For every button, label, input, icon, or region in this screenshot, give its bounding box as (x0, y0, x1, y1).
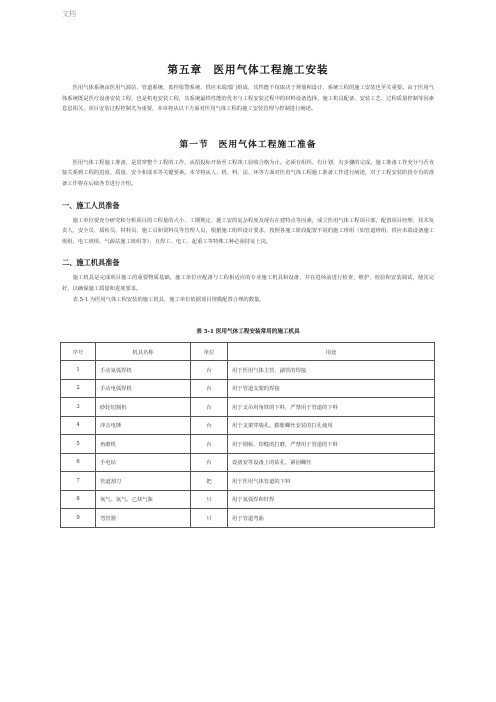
cell-purpose: 用于支架穿墙孔，膨胀螺丝安装的打孔使用 (228, 416, 435, 435)
document-page (62, 62, 434, 528)
personnel-paragraph: 施工单位要充分研究和分析项目的工程量的大小、工期规定、施工安的复杂程度及现有在建特点等因素，成立医用气体工程项目部，配置项目经理、技术负责人、安全员、质检员、材料员、施工员和资料员等管理人员，根据施工组织设计要求，按照各施工阶段配置不同的施工班组（如管道班组、供应末端设备施工班组、电工班组、气源站施工班组等），且焊工、电工、起重工等特殊工种必须持证上岗。 (62, 217, 434, 245)
cell-purpose: 用于支吊用角铁的下料，严禁用于管道的下料 (228, 398, 435, 417)
table-caption: 表 5-1 医用气体工程安装常用的施工机具 (196, 329, 300, 336)
cell-unit: 台 (191, 398, 228, 417)
cell-name: 手电钻 (96, 453, 191, 472)
table-row (61, 509, 435, 528)
equipment-table-intro: 表 5-1 为医用气体工程安装的施工机具，施工单位依据项目规模配置合理的数量。 (72, 296, 265, 303)
cell-purpose: 设备安等设备上的钻孔、紧固螺丝 (228, 453, 435, 472)
header-cell-name: 机具名称 (96, 343, 191, 361)
cell-number: 5 (61, 435, 96, 454)
cell-name: 弯管器 (96, 509, 191, 528)
cell-unit: 只 (191, 509, 228, 528)
cell-number: 1 (61, 361, 96, 380)
cell-name: 手动电弧焊机 (96, 379, 191, 398)
section-title: 第一节 医用气体工程施工准备 (179, 139, 317, 150)
cell-number: 8 (61, 490, 96, 509)
cell-number: 7 (61, 472, 96, 491)
cell-number: 9 (61, 509, 96, 528)
header-cell-number: 序号 (61, 343, 96, 361)
cell-number: 6 (61, 453, 96, 472)
cell-unit: 台 (191, 435, 228, 454)
table-row (61, 361, 435, 380)
intro-paragraph: 医用气体系统由医用气源站、管道系统、监控报警系统、供应末端部门组成，其性能不仅取决于规划和设计、系统工程的施工安装也至关重要。由于医用气体系统既是医疗设备安装工程，也是机电安装工程，其系统最终性能的优劣与工程安装过程中的材料设备选择、施工机具配备、安装工艺、过程质量控制等因素息息相关，项目安装过程控制尤为重要，本章将从以下方面对医用气体工程的施工安装管理与控制进行阐述。 (62, 85, 434, 113)
header-cell-purpose: 用途 (228, 343, 435, 361)
table-row (61, 398, 435, 417)
cell-name: 手动氩弧焊机 (96, 361, 191, 380)
table-row (61, 453, 435, 472)
cell-name: 冲击电锤 (96, 416, 191, 435)
cell-unit: 只 (191, 490, 228, 509)
cell-purpose: 用于管道弯曲 (228, 509, 435, 528)
cell-name: 角磨机 (96, 435, 191, 454)
cell-unit: 台 (191, 361, 228, 380)
cell-purpose: 用于管道支架的焊接 (228, 379, 435, 398)
cell-unit: 台 (191, 416, 228, 435)
table-row (61, 490, 435, 509)
subsection-title-personnel: 一、施工人员准备 (62, 200, 120, 210)
cell-unit: 台 (191, 453, 228, 472)
cell-name: 砂轮切割机 (96, 398, 191, 417)
table-row (61, 416, 435, 435)
section-paragraph: 医用气体工程施工准备，是贯穿整个工程的工作，从招投标开始至工程竣工验收合格为止。必须有组织、有计划、有步骤的完成。施工准备工作充分与否直接关系到工程的进度、质量、安全和成本等关键要素。本节将从人、机、料、法、环等方面对医用气体工程施工准备工作进行阐述，对于工程安装阶段专有的准备工作将在后续各节进行介绍。 (62, 159, 434, 187)
cell-purpose: 用于医用气体主管、副管的焊接 (228, 361, 435, 380)
equipment-table (60, 342, 435, 528)
table-row (61, 379, 435, 398)
chapter-title: 第五章 医用气体工程施工安装 (167, 64, 329, 76)
cell-number: 4 (61, 416, 96, 435)
document-header-label: 文档 (62, 10, 76, 18)
cell-name: 氧气、氩气、乙炔气瓶 (96, 490, 191, 509)
equipment-paragraph: 施工机具是完成项目施工的重要物质基础，施工单位应配备与工程相适应的专业施工机具和设备，并在进场前进行检查、维护、校验和安装调试，使其完好，以确保施工质量和进度要求。 (62, 275, 434, 292)
cell-purpose: 用于钢板、焊缝的打磨，严禁用于管道的下料 (228, 435, 435, 454)
cell-unit: 台 (191, 379, 228, 398)
cell-purpose: 用于医用气体管道的下料 (228, 472, 435, 491)
cell-name: 管道割刀 (96, 472, 191, 491)
cell-number: 2 (61, 379, 96, 398)
cell-unit: 把 (191, 472, 228, 491)
subsection-title-equipment: 二、施工机具准备 (62, 258, 120, 268)
table-header-row (61, 343, 435, 361)
header-cell-unit: 单位 (191, 343, 228, 361)
cell-number: 3 (61, 398, 96, 417)
table-row (61, 435, 435, 454)
cell-purpose: 用于氩弧焊和钎焊 (228, 490, 435, 509)
table-row (61, 472, 435, 491)
